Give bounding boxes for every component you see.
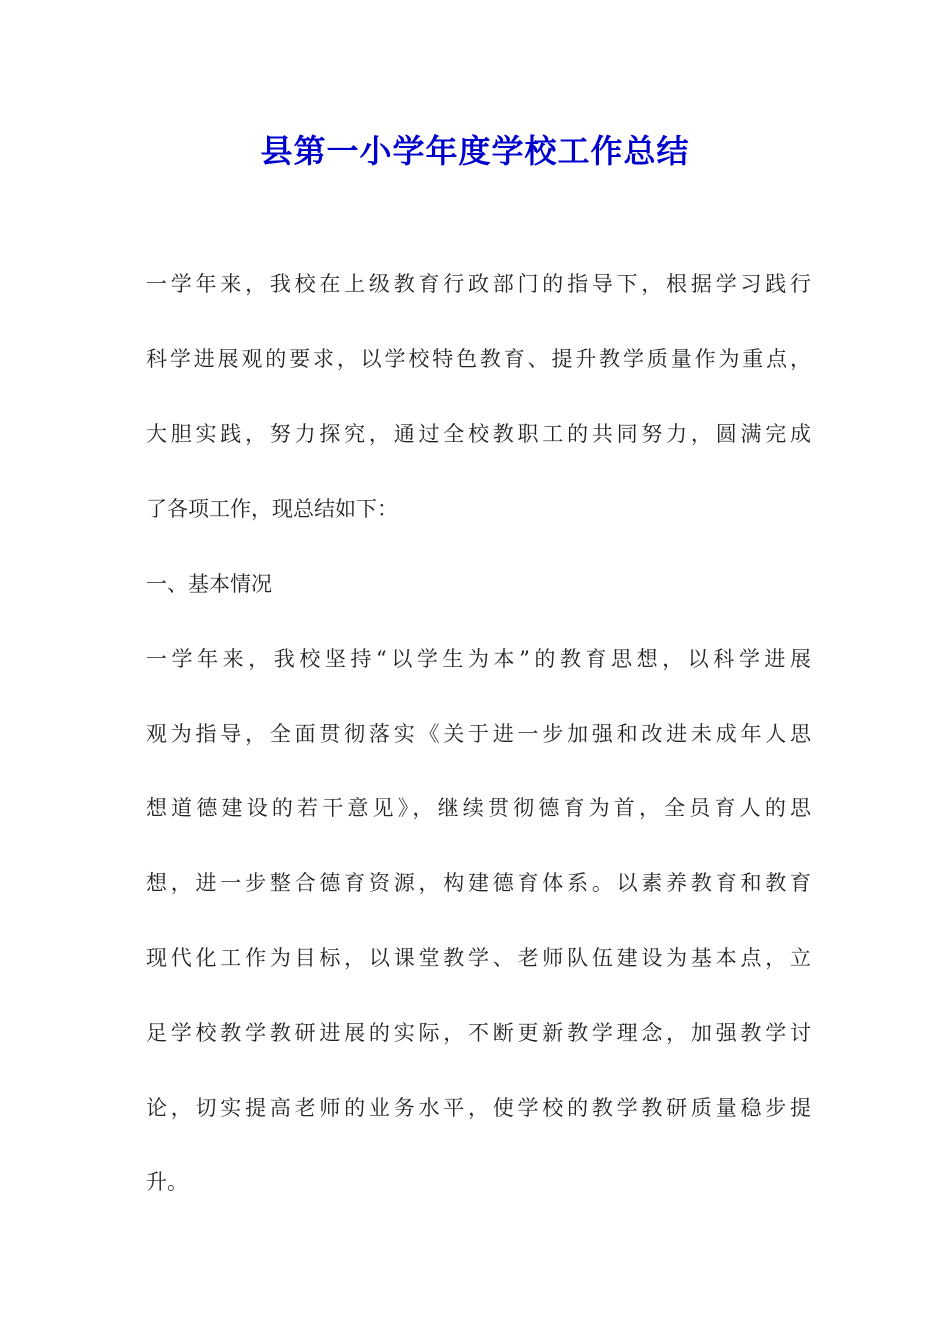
document-title: 县第一小学年度学校工作总结 — [260, 132, 690, 170]
paragraph-line: 升。 — [146, 1170, 188, 1194]
paragraph-line: 想，进一步整合德育资源，构建德育体系。以素养教育和教育 — [146, 871, 811, 895]
paragraph-line: 论，切实提高老师的业务水平，使学校的教学教研质量稳步提 — [146, 1096, 811, 1120]
paragraph-line: 观为指导，全面贯彻落实《关于进一步加强和改进未成年人思 — [146, 722, 811, 746]
paragraph-line: 大胆实践，努力探究，通过全校教职工的共同努力，圆满完成 — [146, 422, 811, 446]
paragraph-line: 科学进展观的要求，以学校特色教育、提升教学质量作为重点， — [146, 347, 811, 371]
paragraph-line: 了各项工作，现总结如下： — [146, 497, 398, 521]
paragraph-line: 一学年来，我校在上级教育行政部门的指导下，根据学习践行 — [146, 272, 811, 296]
paragraph-line: 足学校教学教研进展的实际，不断更新教学理念，加强教学讨 — [146, 1021, 811, 1045]
paragraph-line: 现代化工作为目标，以课堂教学、老师队伍建设为基本点，立 — [146, 946, 811, 970]
paragraph-line: 一学年来，我校坚持“以学生为本”的教育思想，以科学进展 — [146, 647, 811, 671]
section-heading: 一、基本情况 — [146, 572, 272, 596]
paragraph-line: 想道德建设的若干意见》，继续贯彻德育为首，全员育人的思 — [146, 796, 811, 820]
